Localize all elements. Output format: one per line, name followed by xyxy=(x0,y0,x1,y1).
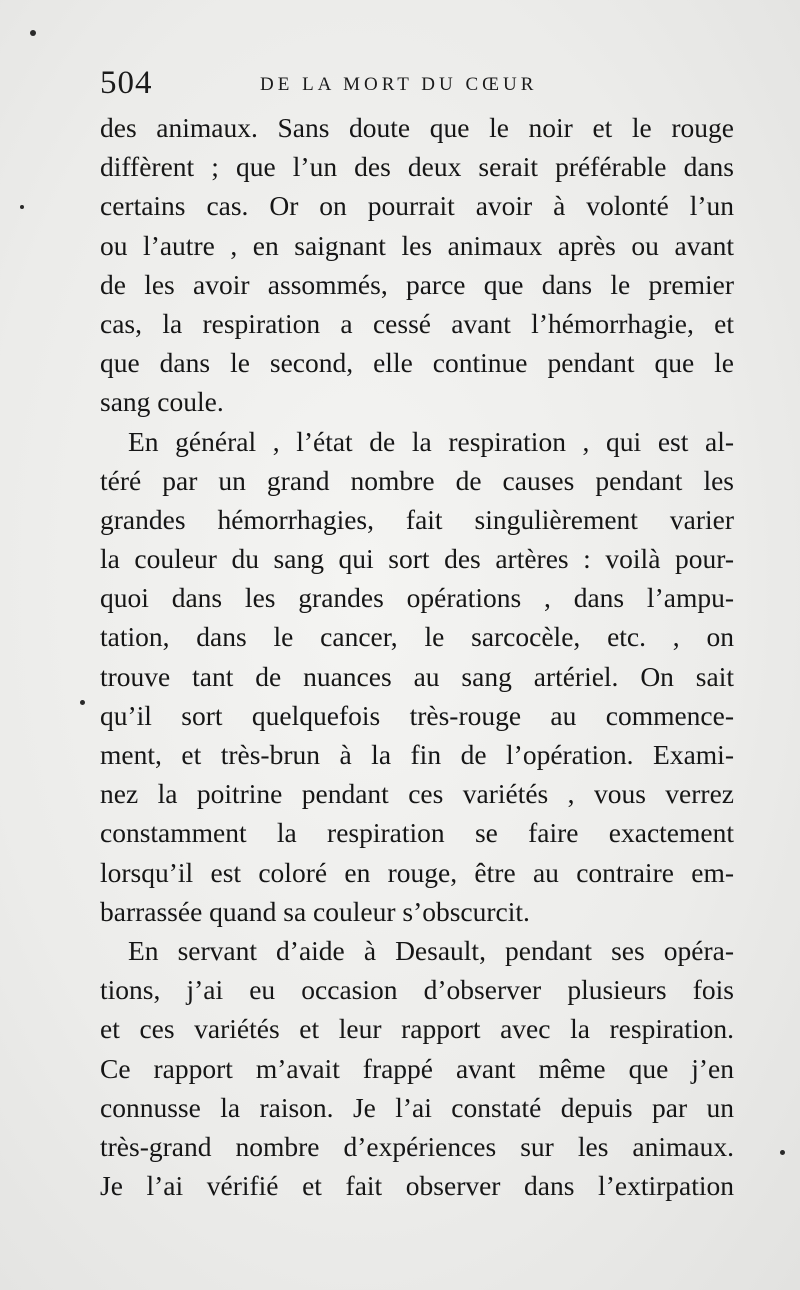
text-line: barrassée quand sa couleur s’obscurcit. xyxy=(100,895,530,927)
text-line: trouve tant de nuances au sang artériel. On sait xyxy=(100,660,734,692)
text-line: quoi dans les grandes opérations , dans l’ampu- xyxy=(100,582,734,614)
ink-speck xyxy=(30,30,36,36)
text-line: et ces variétés et leur rapport avec la respiration. xyxy=(100,1013,734,1045)
page-number: 504 xyxy=(100,65,153,101)
body-text xyxy=(100,108,734,1205)
text-line: En servant d’aide à Desault, pendant ses opéra- xyxy=(128,934,734,966)
ink-speck xyxy=(780,1150,785,1155)
text-line: la couleur du sang qui sort des artères : voilà pour- xyxy=(100,543,734,575)
text-line: nez la poitrine pendant ces variétés , vous verrez xyxy=(100,778,734,810)
text-line: tions, j’ai eu occasion d’observer plusieurs fois xyxy=(100,974,734,1006)
text-line: Ce rapport m’avait frappé avant même que j’en xyxy=(100,1052,734,1084)
text-line: cas, la respiration a cessé avant l’hémorrhagie, et xyxy=(100,307,734,339)
text-line: ment, et très-brun à la fin de l’opération. Exami- xyxy=(100,739,734,770)
text-line: grandes hémorrhagies, fait singulièrement varier xyxy=(100,503,734,535)
text-line: qu’il sort quelquefois très-rouge au commence- xyxy=(100,699,734,731)
running-head: DE LA MORT DU CŒUR xyxy=(260,74,538,95)
text-line: des animaux. Sans doute que le noir et le rouge xyxy=(100,112,734,143)
text-line: Je l’ai vérifié et fait observer dans l’extirpation xyxy=(100,1170,734,1202)
ink-speck xyxy=(80,700,85,705)
text-line: téré par un grand nombre de causes pendant les xyxy=(100,464,734,496)
text-line: certains cas. Or on pourrait avoir à volonté l’un xyxy=(100,190,734,222)
text-line: lorsqu’il est coloré en rouge, être au contraire em- xyxy=(100,856,734,888)
text-line: de les avoir assommés, parce que dans le premier xyxy=(100,268,734,300)
text-line: constamment la respiration se faire exactement xyxy=(100,817,734,849)
text-line: En général , l’état de la respiration , qui est al- xyxy=(128,425,734,457)
text-line: très-grand nombre d’expériences sur les animaux. xyxy=(100,1130,734,1162)
text-line: connusse la raison. Je l’ai constaté depuis par un xyxy=(100,1091,734,1123)
ink-speck xyxy=(20,205,24,209)
page-header xyxy=(100,60,740,106)
text-line: diffèrent ; que l’un des deux serait préférable dans xyxy=(100,151,734,183)
text-line: ou l’autre , en saignant les animaux après ou avant xyxy=(100,229,734,261)
text-line: sang coule. xyxy=(100,386,224,418)
text-line: tation, dans le cancer, le sarcocèle, etc. , on xyxy=(100,621,734,653)
text-line: que dans le second, elle continue pendant que le xyxy=(100,347,734,379)
